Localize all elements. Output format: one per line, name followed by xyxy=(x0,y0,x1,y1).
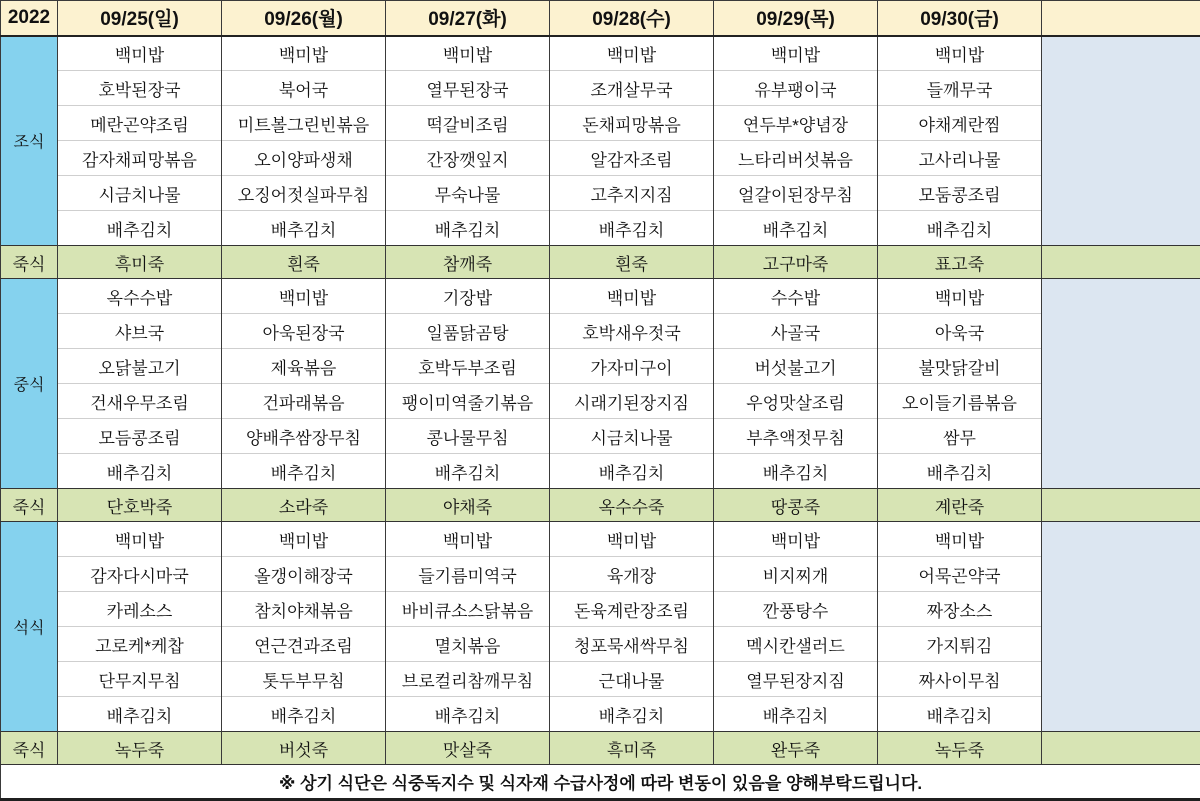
porridge-cell: 소라죽 xyxy=(222,489,386,522)
menu-cell: 오징어젓실파무침 xyxy=(222,176,386,211)
menu-cell: 느타리버섯볶음 xyxy=(714,141,878,176)
section-label: 죽식 xyxy=(1,246,58,279)
section-label: 죽식 xyxy=(1,732,58,765)
menu-cell: 브로컬리참깨무침 xyxy=(386,662,550,697)
porridge-cell: 고구마죽 xyxy=(714,246,878,279)
footer-note: ※ 상기 식단은 식중독지수 및 식자재 수급사정에 따라 변동이 있음을 양해부탁드립니다. xyxy=(1,765,1200,800)
menu-cell: 배추김치 xyxy=(714,211,878,246)
menu-cell: 부추액젓무침 xyxy=(714,419,878,454)
menu-row xyxy=(1,627,1200,662)
menu-cell: 시금치나물 xyxy=(550,419,714,454)
menu-cell: 오이양파생채 xyxy=(222,141,386,176)
porridge-cell: 표고죽 xyxy=(878,246,1042,279)
menu-cell: 감자채피망볶음 xyxy=(58,141,222,176)
menu-cell: 고로케*케찹 xyxy=(58,627,222,662)
menu-cell: 호박새우젓국 xyxy=(550,314,714,349)
menu-cell: 기장밥 xyxy=(386,279,550,314)
porridge-cell: 완두죽 xyxy=(714,732,878,765)
menu-cell: 아욱국 xyxy=(878,314,1042,349)
porridge-row xyxy=(1,732,1200,765)
menu-cell: 배추김치 xyxy=(386,697,550,732)
menu-row xyxy=(1,454,1200,489)
menu-cell: 근대나물 xyxy=(550,662,714,697)
porridge-cell: 참깨죽 xyxy=(386,246,550,279)
menu-cell: 간장깻잎지 xyxy=(386,141,550,176)
menu-cell: 건새우무조림 xyxy=(58,384,222,419)
menu-row xyxy=(1,557,1200,592)
menu-cell: 팽이미역줄기볶음 xyxy=(386,384,550,419)
menu-cell: 백미밥 xyxy=(550,522,714,557)
day-header-mon: 09/26(월) xyxy=(222,1,386,36)
menu-cell: 고추지지짐 xyxy=(550,176,714,211)
menu-row xyxy=(1,211,1200,246)
menu-cell: 돈육계란장조림 xyxy=(550,592,714,627)
menu-cell: 백미밥 xyxy=(550,36,714,71)
menu-cell: 배추김치 xyxy=(714,454,878,489)
menu-cell: 백미밥 xyxy=(878,36,1042,71)
menu-cell: 우엉맛살조림 xyxy=(714,384,878,419)
menu-cell: 카레소스 xyxy=(58,592,222,627)
menu-cell: 백미밥 xyxy=(878,522,1042,557)
menu-cell: 백미밥 xyxy=(58,522,222,557)
porridge-cell: 계란죽 xyxy=(878,489,1042,522)
menu-cell: 백미밥 xyxy=(58,36,222,71)
menu-cell: 육개장 xyxy=(550,557,714,592)
section-label: 죽식 xyxy=(1,489,58,522)
menu-cell: 백미밥 xyxy=(222,522,386,557)
menu-cell: 배추김치 xyxy=(58,211,222,246)
menu-cell: 배추김치 xyxy=(878,211,1042,246)
menu-cell: 가지튀김 xyxy=(878,627,1042,662)
footer-row xyxy=(1,765,1200,800)
menu-row xyxy=(1,592,1200,627)
menu-cell: 배추김치 xyxy=(58,454,222,489)
menu-cell: 청포묵새싹무침 xyxy=(550,627,714,662)
menu-cell: 백미밥 xyxy=(714,522,878,557)
empty-column-cell xyxy=(1042,732,1200,765)
year-cell: 2022 xyxy=(1,1,58,36)
menu-cell: 백미밥 xyxy=(386,36,550,71)
menu-cell: 모듬콩조림 xyxy=(58,419,222,454)
menu-row xyxy=(1,36,1200,71)
menu-cell: 조개살무국 xyxy=(550,71,714,106)
menu-cell: 샤브국 xyxy=(58,314,222,349)
menu-cell: 단무지무침 xyxy=(58,662,222,697)
porridge-cell: 흑미죽 xyxy=(550,732,714,765)
menu-cell: 호박두부조림 xyxy=(386,349,550,384)
menu-cell: 열무된장국 xyxy=(386,71,550,106)
menu-cell: 배추김치 xyxy=(878,697,1042,732)
menu-row xyxy=(1,106,1200,141)
menu-cell: 쌈무 xyxy=(878,419,1042,454)
section-label: 석식 xyxy=(1,522,58,732)
menu-cell: 고사리나물 xyxy=(878,141,1042,176)
porridge-cell: 땅콩죽 xyxy=(714,489,878,522)
porridge-cell: 녹두죽 xyxy=(878,732,1042,765)
menu-cell: 건파래볶음 xyxy=(222,384,386,419)
menu-cell: 얼갈이된장무침 xyxy=(714,176,878,211)
empty-column-cell xyxy=(1042,489,1200,522)
empty-column-cell xyxy=(1042,36,1200,246)
menu-cell: 열무된장지짐 xyxy=(714,662,878,697)
day-header-fri: 09/30(금) xyxy=(878,1,1042,36)
menu-cell: 유부팽이국 xyxy=(714,71,878,106)
menu-row xyxy=(1,71,1200,106)
menu-cell: 돈채피망볶음 xyxy=(550,106,714,141)
menu-cell: 백미밥 xyxy=(222,36,386,71)
menu-cell: 모둠콩조림 xyxy=(878,176,1042,211)
menu-cell: 오닭불고기 xyxy=(58,349,222,384)
menu-cell: 백미밥 xyxy=(878,279,1042,314)
menu-cell: 백미밥 xyxy=(714,36,878,71)
menu-cell: 배추김치 xyxy=(550,211,714,246)
menu-cell: 아욱된장국 xyxy=(222,314,386,349)
menu-cell: 어묵곤약국 xyxy=(878,557,1042,592)
section-label: 중식 xyxy=(1,279,58,489)
menu-row xyxy=(1,279,1200,314)
menu-cell: 참치야채볶음 xyxy=(222,592,386,627)
menu-cell: 연근견과조림 xyxy=(222,627,386,662)
porridge-cell: 녹두죽 xyxy=(58,732,222,765)
menu-cell: 배추김치 xyxy=(222,211,386,246)
day-header-thu: 09/29(목) xyxy=(714,1,878,36)
menu-cell: 시래기된장지짐 xyxy=(550,384,714,419)
menu-cell: 수수밥 xyxy=(714,279,878,314)
menu-row xyxy=(1,662,1200,697)
day-header-wed: 09/28(수) xyxy=(550,1,714,36)
porridge-row xyxy=(1,489,1200,522)
menu-row xyxy=(1,384,1200,419)
menu-cell: 알감자조림 xyxy=(550,141,714,176)
menu-cell: 불맛닭갈비 xyxy=(878,349,1042,384)
menu-row xyxy=(1,349,1200,384)
menu-cell: 감자다시마국 xyxy=(58,557,222,592)
section-label: 조식 xyxy=(1,36,58,246)
porridge-cell: 버섯죽 xyxy=(222,732,386,765)
menu-cell: 배추김치 xyxy=(386,211,550,246)
menu-cell: 톳두부무침 xyxy=(222,662,386,697)
menu-row xyxy=(1,522,1200,557)
menu-cell: 배추김치 xyxy=(550,454,714,489)
menu-cell: 야채계란찜 xyxy=(878,106,1042,141)
menu-cell: 백미밥 xyxy=(386,522,550,557)
menu-cell: 시금치나물 xyxy=(58,176,222,211)
menu-cell: 무숙나물 xyxy=(386,176,550,211)
empty-column-cell xyxy=(1042,522,1200,732)
menu-cell: 백미밥 xyxy=(222,279,386,314)
menu-cell: 깐풍탕수 xyxy=(714,592,878,627)
menu-cell: 짜사이무침 xyxy=(878,662,1042,697)
porridge-cell: 맛살죽 xyxy=(386,732,550,765)
menu-cell: 연두부*양념장 xyxy=(714,106,878,141)
empty-header-cell xyxy=(1042,1,1200,36)
menu-row xyxy=(1,314,1200,349)
menu-cell: 바비큐소스닭볶음 xyxy=(386,592,550,627)
menu-cell: 일품닭곰탕 xyxy=(386,314,550,349)
menu-cell: 들기름미역국 xyxy=(386,557,550,592)
menu-cell: 떡갈비조림 xyxy=(386,106,550,141)
menu-cell: 미트볼그린빈볶음 xyxy=(222,106,386,141)
porridge-cell: 흰죽 xyxy=(550,246,714,279)
menu-cell: 배추김치 xyxy=(222,697,386,732)
menu-cell: 배추김치 xyxy=(714,697,878,732)
porridge-cell: 흰죽 xyxy=(222,246,386,279)
porridge-cell: 단호박죽 xyxy=(58,489,222,522)
porridge-cell: 옥수수죽 xyxy=(550,489,714,522)
header-row xyxy=(1,1,1200,36)
menu-row xyxy=(1,419,1200,454)
menu-cell: 메란곤약조림 xyxy=(58,106,222,141)
menu-cell: 사골국 xyxy=(714,314,878,349)
menu-row xyxy=(1,141,1200,176)
menu-row xyxy=(1,176,1200,211)
menu-cell: 올갱이해장국 xyxy=(222,557,386,592)
menu-cell: 가자미구이 xyxy=(550,349,714,384)
menu-cell: 멕시칸샐러드 xyxy=(714,627,878,662)
porridge-cell: 흑미죽 xyxy=(58,246,222,279)
menu-cell: 멸치볶음 xyxy=(386,627,550,662)
menu-cell: 배추김치 xyxy=(550,697,714,732)
menu-cell: 옥수수밥 xyxy=(58,279,222,314)
menu-cell: 백미밥 xyxy=(550,279,714,314)
porridge-row xyxy=(1,246,1200,279)
menu-cell: 들깨무국 xyxy=(878,71,1042,106)
day-header-tue: 09/27(화) xyxy=(386,1,550,36)
menu-cell: 제육볶음 xyxy=(222,349,386,384)
menu-cell: 비지찌개 xyxy=(714,557,878,592)
menu-cell: 호박된장국 xyxy=(58,71,222,106)
menu-cell: 배추김치 xyxy=(222,454,386,489)
menu-cell: 콩나물무침 xyxy=(386,419,550,454)
menu-cell: 북어국 xyxy=(222,71,386,106)
empty-column-cell xyxy=(1042,246,1200,279)
menu-cell: 짜장소스 xyxy=(878,592,1042,627)
menu-row xyxy=(1,697,1200,732)
porridge-cell: 야채죽 xyxy=(386,489,550,522)
day-header-sun: 09/25(일) xyxy=(58,1,222,36)
menu-cell: 배추김치 xyxy=(878,454,1042,489)
empty-column-cell xyxy=(1042,279,1200,489)
menu-cell: 배추김치 xyxy=(58,697,222,732)
menu-cell: 양배추쌈장무침 xyxy=(222,419,386,454)
menu-cell: 배추김치 xyxy=(386,454,550,489)
menu-cell: 버섯불고기 xyxy=(714,349,878,384)
menu-cell: 오이들기름볶음 xyxy=(878,384,1042,419)
